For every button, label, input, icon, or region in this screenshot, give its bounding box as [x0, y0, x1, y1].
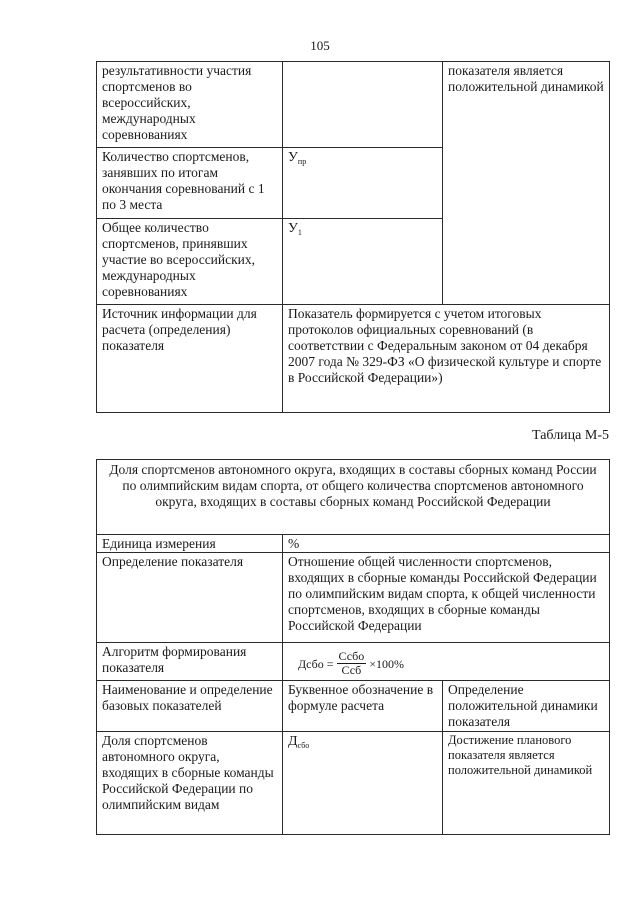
indicator-table-m5	[96, 459, 610, 835]
table-row	[97, 553, 610, 643]
cell-definition-value: Отношение общей численности спортсменов, входящих в сборные команды Российской Федерации по олимпийским видам спорта, к общей численности спортсменов, входящих в сборные команды Российской Федерации	[283, 553, 610, 643]
table-row	[97, 305, 610, 413]
cell-plan-achievement: Достижение планового показателя является положительной динамикой	[443, 732, 610, 835]
cell-symbol-dsbo	[283, 732, 443, 835]
cell-empty	[283, 62, 443, 148]
cell-algorithm-label: Алгоритм формирования показателя	[97, 643, 283, 681]
page-number: 105	[310, 38, 330, 53]
cell-positive-dynamics: показателя является положительной динамикой	[443, 62, 610, 305]
cell-formula	[283, 643, 610, 681]
table-row	[97, 732, 610, 835]
cell-symbol-upr	[283, 148, 443, 219]
table-row	[97, 643, 610, 681]
cell-unit-value: %	[283, 535, 610, 553]
formula: Дсбо = $\frac{\text{Ссбо}}{\text{Ссб}}$ ×100%	[298, 649, 405, 677]
cell-athletes-total: Общее количество спортсменов, принявших участие во всероссийских, международных соревнованиях	[97, 219, 283, 305]
cell-symbol-u1	[283, 219, 443, 305]
header-base-indicators: Наименование и определение базовых показателей	[97, 681, 283, 732]
indicator-table-continued	[96, 61, 610, 413]
table-title: Доля спортсменов автономного округа, входящих в составы сборных команд России по олимпийским видам спорта, от общего количества спортсменов автономного округа, входящих в составы сборных команд Российской Федерации	[97, 460, 610, 535]
table-row	[97, 535, 610, 553]
cell-source-label: Источник информации для расчета (определения) показателя	[97, 305, 283, 413]
cell-definition-label: Определение показателя	[97, 553, 283, 643]
header-positive-dynamics: Определение положительной динамики показателя	[443, 681, 610, 732]
formula-symbol: $У_{пр}$	[288, 150, 307, 166]
cell-unit-label: Единица измерения	[97, 535, 283, 553]
formula-symbol: $Д_{сбо}$	[288, 734, 310, 750]
formula-fraction: $\frac{\text{Ссбо}}{\text{Ссб}}$	[338, 649, 365, 677]
header-letter-symbol: Буквенное обозначение в формуле расчета	[283, 681, 443, 732]
cell-source-value: Показатель формируется с учетом итоговых протоколов официальных соревнований (в соответствии с Федеральным законом от 04 декабря 2007 года № 329-ФЗ «О физической культуре и спорте в Российской Федерации»)	[283, 305, 610, 413]
table-caption: Таблица М-5	[532, 428, 609, 443]
table-row	[97, 460, 610, 535]
cell-athletes-winners: Количество спортсменов, занявших по итогам окончания соревнований с 1 по 3 места	[97, 148, 283, 219]
cell-indicator-effectiveness: результативности участия спортсменов во всероссийских, международных соревнованиях	[97, 62, 283, 148]
cell-share-athletes: Доля спортсменов автономного округа, входящих в сборные команды Российской Федерации по олимпийским видам	[97, 732, 283, 835]
table-row	[97, 62, 610, 148]
table-row	[97, 681, 610, 732]
formula-symbol: $У_1$	[288, 221, 302, 237]
